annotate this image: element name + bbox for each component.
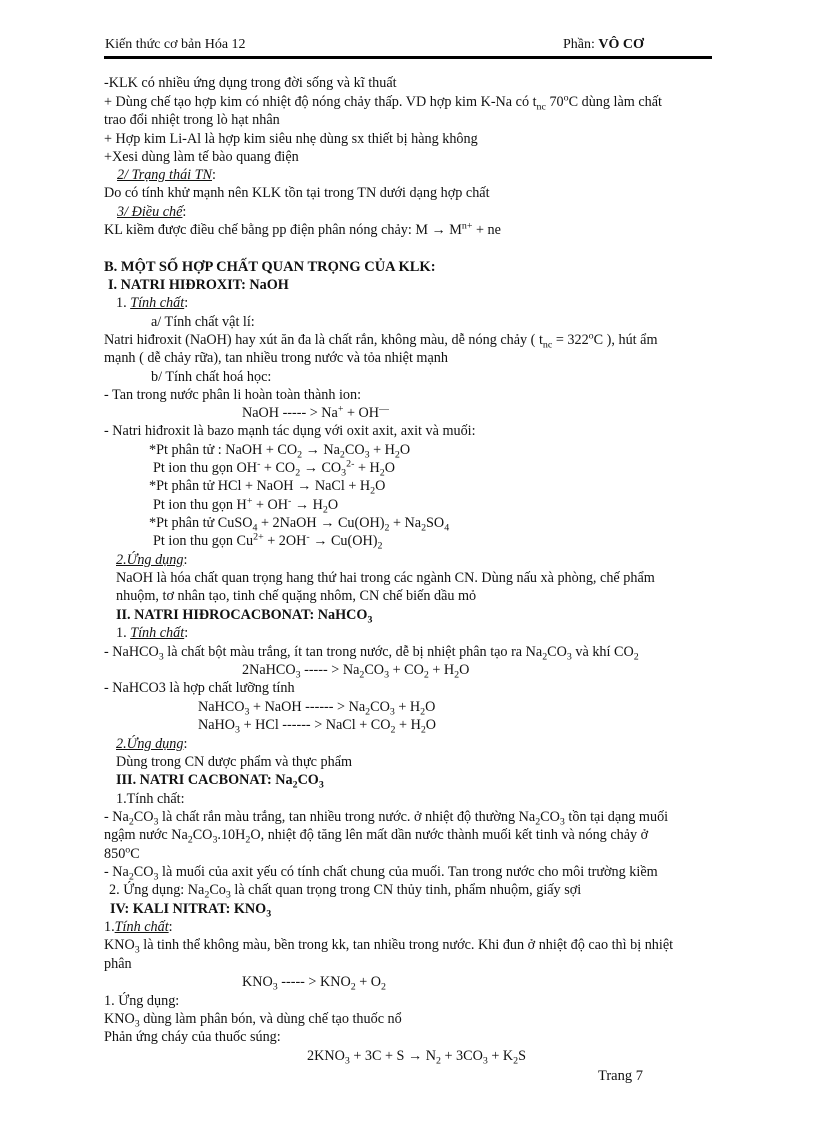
header-section-label: Phần:: [563, 37, 599, 52]
text-line: Phản ứng cháy của thuốc súng:: [104, 1029, 281, 1045]
text-line: 1.Tính chất:: [116, 791, 185, 807]
text-line: Do có tính khử mạnh nên KLK tồn tại trong TN dưới dạng hợp chất: [104, 185, 490, 201]
subheading: 1. Tính chất:: [116, 625, 189, 641]
text-line: mạnh ( dễ chảy rữa), tan nhiều trong nước và tỏa nhiệt mạnh: [104, 350, 448, 366]
text-line: +Xesi dùng làm tế bào quang điện: [104, 149, 299, 165]
text-line: KL kiềm được điều chế bằng pp điện phân nóng chảy: $M \to M^{n+}$ + ne: [104, 220, 501, 238]
section-heading: I. NATRI HIĐROXIT: NaOH: [108, 277, 289, 293]
text-line: - Tan trong nước phân li hoàn toàn thành ion:: [104, 387, 362, 403]
text-line: trao đổi nhiệt trong lò hạt nhân: [104, 112, 280, 128]
text-line: + Dùng chế tạo hợp kim có nhiệt độ nóng chảy thấp. VD hợp kim K-Na có $t_{nc}$ 70$^o$C dùng làm chất: [104, 92, 662, 113]
text-line: Dùng trong CN dược phẩm và thực phẩm: [116, 754, 353, 770]
section-heading: II. NATRI HIĐROCACBONAT: NaHCO$_3$: [116, 607, 373, 626]
text-line: + Hợp kim Li-Al là hợp kim siêu nhẹ dùng sx thiết bị hàng không: [104, 131, 478, 147]
text-line: NaOH là hóa chất quan trọng hang thứ hai trong các ngành CN. Dùng nấu xà phòng, chế phẩm: [116, 570, 655, 586]
subheading: 1.Tính chất:: [104, 919, 173, 935]
header-section-value: VÔ CƠ: [598, 37, 644, 52]
section-heading: B. MỘT SỐ HỢP CHẤT QUAN TRỌNG CỦA KLK:: [104, 259, 436, 275]
text-line: - NaHCO3 là hợp chất lưỡng tính: [104, 680, 295, 696]
equation: Pt ion thu gọn $OH^- + CO_2 \to CO_3^{2-} + H_2O$: [153, 458, 395, 479]
equation: $KNO_3$ ----- > $KNO_2 + O_2$: [242, 974, 387, 993]
text-line: phân: [104, 956, 132, 972]
subheading: 2.Ứng dụng:: [116, 552, 188, 568]
text-line: $KNO_3$ là tinh thể không màu, bền trong kk, tan nhiều trong nước. Khi đun ở nhiệt độ cao thì bị nhiệt: [104, 937, 674, 956]
section-heading: IV: KALI NITRAT: $KNO_3$: [110, 901, 272, 920]
text-line: - Natri hiđroxit là bazo mạnh tác dụng với oxit axit, axit và muối:: [104, 423, 476, 439]
equation: NaOH ----- > Na+ + OH—: [242, 403, 389, 421]
page-number: Trang 7: [598, 1068, 643, 1084]
text-line: -KLK có nhiều ứng dụng trong đời sống và kĩ thuất: [104, 75, 397, 91]
subheading: 3/ Điều chế:: [117, 204, 187, 220]
header-left-title: Kiến thức cơ bản Hóa 12: [105, 37, 246, 52]
text-line: - $Na_2CO_3$ là muối của axit yếu có tính chất chung của muối. Tan trong nước cho môi trường kiềm: [104, 864, 658, 883]
equation: NaHCO$_3$ + NaOH ------ > $Na_2CO_3 + H_2O$: [198, 699, 436, 718]
equation: *Pt phân tử HCl + NaOH → NaCl + $H_2O$: [149, 478, 386, 497]
text-line: 1. Ứng dụng:: [104, 993, 180, 1009]
subheading: 1. Tính chất:: [116, 295, 189, 311]
equation: Pt ion thu gọn $H^+ + OH^- \to H_2O$: [153, 495, 339, 516]
equation: $2KNO_3 + 3C + S \to N_2 + 3CO_3 + K_2S$: [307, 1048, 527, 1067]
text-line: a/ Tính chất vật lí:: [151, 314, 255, 330]
equation: *Pt phân tử : NaOH + $CO_2 \to Na_2CO_3 + H_2O$: [149, 442, 411, 461]
equation: *Pt phân tử CuSO$_4$ + 2NaOH → $Cu(OH)_2 + Na_2SO_4$: [149, 515, 450, 534]
text-line: 850$^o$C: [104, 844, 140, 862]
equation: 2NaHCO$_3$ ----- > $Na_2CO_3 + CO_2 + H_2O$: [242, 662, 470, 681]
subheading: 2/ Trạng thái TN:: [117, 167, 216, 183]
text-line: ngậm nước $Na_2CO_3.10H_2O$, nhiệt độ tăng lên mất dần nước thành muối kết tinh và nóng chảy ở: [104, 827, 649, 846]
equation: NaHO$_3$ + HCl ------ > NaCl + $CO_2 + H_2O$: [198, 717, 437, 736]
section-heading: III. NATRI CACBONAT: $Na_2CO_3$: [116, 772, 324, 791]
text-line: - $Na_2CO_3$ là chất rắn màu trắng, tan nhiều trong nước. ở nhiệt độ thường $Na_2CO_3$ tồn tại dạng muối: [104, 809, 669, 828]
header-rule: [104, 56, 712, 59]
text-line: b/ Tính chất hoá học:: [151, 369, 272, 385]
text-line: - NaHCO$_3$ là chất bột màu trắng, ít tan trong nước, dễ bị nhiệt phân tạo ra $Na_2CO_3$ và khí $CO_2$: [104, 644, 639, 663]
header-right-section: [563, 37, 644, 53]
text-line: $KNO_3$ dùng làm phân bón, và dùng chế tạo thuốc nổ: [104, 1011, 402, 1030]
subheading: 2.Ứng dụng:: [116, 736, 188, 752]
equation: Pt ion thu gọn $Cu^{2+} + 2OH^- \to Cu(OH)_2$: [153, 531, 383, 552]
text-line: Natri hiđroxit (NaOH) hay xút ăn đa là chất rắn, không màu, dễ nóng chảy ( $t_{nc} = 322^oC$ ), hút ẩm: [104, 330, 658, 351]
text-line: 2. Ứng dụng: $Na_2Co_3$ là chất quan trọng trong CN thủy tinh, phẩm nhuộm, giấy sợi: [109, 882, 582, 901]
text-line: nhuộm, tơ nhân tạo, tinh chế quặng nhôm, CN chế biến dầu mỏ: [116, 588, 477, 604]
